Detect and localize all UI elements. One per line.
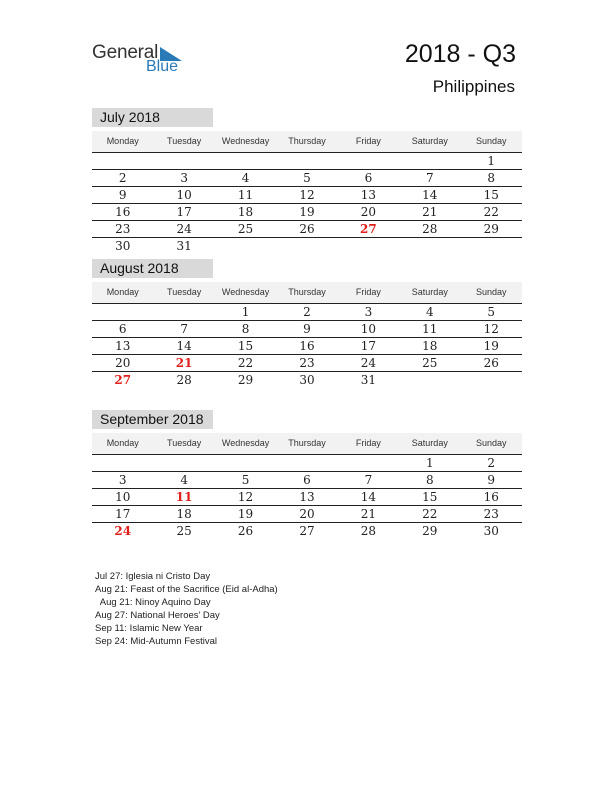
day-cell: 4 — [426, 305, 434, 319]
day-cell: 30 — [299, 373, 315, 387]
day-cell: 12 — [483, 322, 499, 336]
day-cell: 29 — [422, 524, 438, 538]
week-row — [92, 338, 522, 355]
week-row — [92, 153, 522, 170]
weekday-header: Friday — [355, 438, 381, 448]
day-cell: 16 — [483, 490, 499, 504]
day-cell — [399, 372, 460, 388]
day-cell: 16 — [299, 339, 315, 353]
day-cell: 26 — [237, 524, 254, 538]
day-cell — [338, 238, 399, 254]
day-cell — [215, 238, 276, 254]
day-cell: 13 — [360, 188, 377, 202]
week-row — [92, 304, 522, 321]
day-cell: 19 — [483, 339, 499, 353]
weekday-header-row — [92, 282, 522, 304]
day-cell: 18 — [237, 205, 254, 219]
holiday-day-cell: 27 — [360, 222, 377, 236]
holiday-entry: Jul 27: Iglesia ni Cristo Day — [95, 571, 211, 582]
day-cell: 28 — [422, 222, 438, 236]
day-cell: 25 — [422, 356, 438, 370]
month-block-september — [92, 410, 522, 539]
week-row — [92, 489, 522, 506]
day-cell: 26 — [483, 356, 499, 370]
day-cell: 19 — [299, 205, 315, 219]
day-cell: 12 — [299, 188, 315, 202]
holiday-day-cell: 24 — [114, 524, 132, 538]
day-cell: 7 — [364, 473, 373, 487]
weekday-header: Tuesday — [167, 287, 202, 297]
day-cell: 22 — [237, 356, 254, 370]
day-cell — [153, 455, 214, 471]
day-cell: 29 — [237, 373, 254, 387]
month-label: July 2018 — [92, 108, 213, 127]
day-cell: 18 — [422, 339, 438, 353]
day-cell: 9 — [118, 188, 127, 202]
week-row — [92, 170, 522, 187]
weekday-header: Monday — [106, 287, 139, 297]
day-cell: 3 — [180, 171, 188, 185]
day-cell: 30 — [483, 524, 499, 538]
day-cell — [215, 153, 276, 169]
day-cell: 3 — [118, 473, 127, 487]
day-cell — [276, 455, 337, 471]
day-cell: 6 — [364, 171, 373, 185]
day-cell: 25 — [237, 222, 254, 236]
day-cell: 6 — [118, 322, 127, 336]
day-cell — [153, 153, 214, 169]
weekday-header: Saturday — [411, 136, 448, 146]
day-cell: 23 — [115, 222, 131, 236]
day-cell: 25 — [176, 524, 192, 538]
day-cell — [461, 238, 522, 254]
holiday-entry: Sep 11: Islamic New Year — [95, 623, 203, 634]
day-cell — [399, 238, 460, 254]
day-cell: 2 — [487, 456, 496, 470]
day-cell: 18 — [176, 507, 192, 521]
day-cell: 8 — [426, 473, 434, 487]
week-row — [92, 506, 522, 523]
day-cell — [399, 153, 460, 169]
day-cell — [92, 304, 153, 320]
day-cell: 23 — [299, 356, 315, 370]
day-cell: 30 — [115, 239, 131, 253]
country-name: Philippines — [432, 77, 515, 96]
weekday-header: Sunday — [475, 136, 507, 146]
generalblue-logo — [92, 42, 192, 82]
day-cell — [338, 153, 399, 169]
day-cell: 23 — [483, 507, 499, 521]
weekday-header: Sunday — [475, 438, 507, 448]
day-cell: 14 — [422, 188, 438, 202]
day-cell: 20 — [360, 205, 377, 219]
day-cell: 8 — [487, 171, 496, 185]
day-cell: 24 — [360, 356, 377, 370]
month-label: September 2018 — [92, 410, 213, 429]
weekday-header: Wednesday — [221, 287, 270, 297]
day-cell: 13 — [115, 339, 131, 353]
week-row — [92, 221, 522, 238]
day-cell: 1 — [426, 456, 434, 470]
day-cell: 22 — [422, 507, 438, 521]
day-cell — [276, 153, 337, 169]
day-cell — [276, 238, 337, 254]
holiday-list — [95, 570, 278, 648]
weekday-header-row — [92, 433, 522, 455]
day-cell: 4 — [241, 171, 250, 185]
week-row — [92, 238, 522, 254]
day-cell: 5 — [303, 171, 311, 185]
week-row — [92, 355, 522, 372]
day-cell: 11 — [237, 188, 254, 202]
day-cell: 21 — [422, 205, 438, 219]
weekday-header: Wednesday — [221, 136, 270, 146]
day-cell: 28 — [176, 373, 192, 387]
weekday-header: Wednesday — [221, 438, 270, 448]
month-label: August 2018 — [92, 259, 213, 278]
day-cell: 6 — [303, 473, 311, 487]
day-cell: 28 — [360, 524, 377, 538]
day-cell — [461, 372, 522, 388]
holiday-day-cell: 21 — [175, 356, 193, 370]
day-cell — [92, 455, 153, 471]
day-cell: 17 — [360, 339, 377, 353]
day-cell: 11 — [422, 322, 438, 336]
day-cell: 21 — [360, 507, 377, 521]
day-cell: 17 — [176, 205, 192, 219]
day-cell: 10 — [360, 322, 377, 336]
week-row — [92, 472, 522, 489]
logo-general-text: General — [92, 42, 159, 63]
day-cell: 1 — [487, 154, 496, 168]
day-cell: 13 — [299, 490, 315, 504]
day-cell: 10 — [115, 490, 131, 504]
day-cell: 5 — [241, 473, 250, 487]
weekday-header: Friday — [355, 136, 381, 146]
weekday-header: Sunday — [475, 287, 507, 297]
weekday-header: Friday — [355, 287, 381, 297]
day-cell: 29 — [483, 222, 499, 236]
day-cell: 15 — [237, 339, 254, 353]
day-cell — [153, 304, 214, 320]
week-row — [92, 523, 522, 539]
day-cell: 9 — [487, 473, 496, 487]
day-cell: 27 — [299, 524, 315, 538]
day-cell: 4 — [180, 473, 188, 487]
day-cell: 1 — [241, 305, 250, 319]
page-title: 2018 - Q3 — [404, 40, 516, 68]
holiday-day-cell: 27 — [114, 373, 132, 387]
weekday-header: Thursday — [288, 287, 326, 297]
weekday-header: Saturday — [411, 287, 448, 297]
day-cell: 16 — [115, 205, 131, 219]
day-cell: 2 — [118, 171, 127, 185]
day-cell: 7 — [426, 171, 434, 185]
logo-blue-text: Blue — [146, 58, 179, 75]
weekday-header: Tuesday — [167, 136, 202, 146]
week-row — [92, 204, 522, 221]
day-cell: 19 — [237, 507, 254, 521]
day-cell: 2 — [303, 305, 311, 319]
day-cell: 31 — [360, 373, 377, 387]
day-cell: 15 — [422, 490, 438, 504]
holiday-day-cell: 11 — [175, 490, 193, 504]
day-cell — [92, 153, 153, 169]
day-cell: 14 — [360, 490, 377, 504]
holiday-entry: Aug 21: Ninoy Aquino Day — [95, 597, 211, 608]
day-cell: 24 — [176, 222, 192, 236]
day-cell: 20 — [115, 356, 131, 370]
week-row — [92, 321, 522, 338]
day-cell: 20 — [299, 507, 315, 521]
day-cell: 31 — [176, 239, 192, 253]
day-cell: 8 — [241, 322, 250, 336]
day-cell: 26 — [299, 222, 315, 236]
day-cell: 12 — [237, 490, 254, 504]
day-cell — [338, 455, 399, 471]
day-cell: 5 — [487, 305, 496, 319]
month-block-july — [92, 108, 522, 254]
weekday-header: Tuesday — [167, 438, 202, 448]
day-cell: 7 — [180, 322, 188, 336]
week-row — [92, 372, 522, 388]
day-cell: 15 — [483, 188, 499, 202]
day-cell — [215, 455, 276, 471]
weekday-header: Saturday — [411, 438, 448, 448]
weekday-header: Monday — [106, 136, 139, 146]
weekday-header-row — [92, 131, 522, 153]
week-row — [92, 187, 522, 204]
holiday-entry: Aug 27: National Heroes’ Day — [95, 610, 220, 621]
day-cell: 22 — [483, 205, 499, 219]
day-cell: 9 — [303, 322, 311, 336]
weekday-header: Thursday — [288, 438, 326, 448]
week-row — [92, 455, 522, 472]
holiday-entry: Sep 24: Mid-Autumn Festival — [95, 636, 217, 647]
month-block-august — [92, 259, 522, 388]
day-cell: 14 — [176, 339, 192, 353]
day-cell: 10 — [176, 188, 192, 202]
day-cell: 17 — [115, 507, 131, 521]
weekday-header: Thursday — [288, 136, 326, 146]
holiday-entry: Aug 21: Feast of the Sacrifice (Eid al-Adha) — [95, 584, 278, 595]
weekday-header: Monday — [106, 438, 139, 448]
day-cell: 3 — [364, 305, 373, 319]
